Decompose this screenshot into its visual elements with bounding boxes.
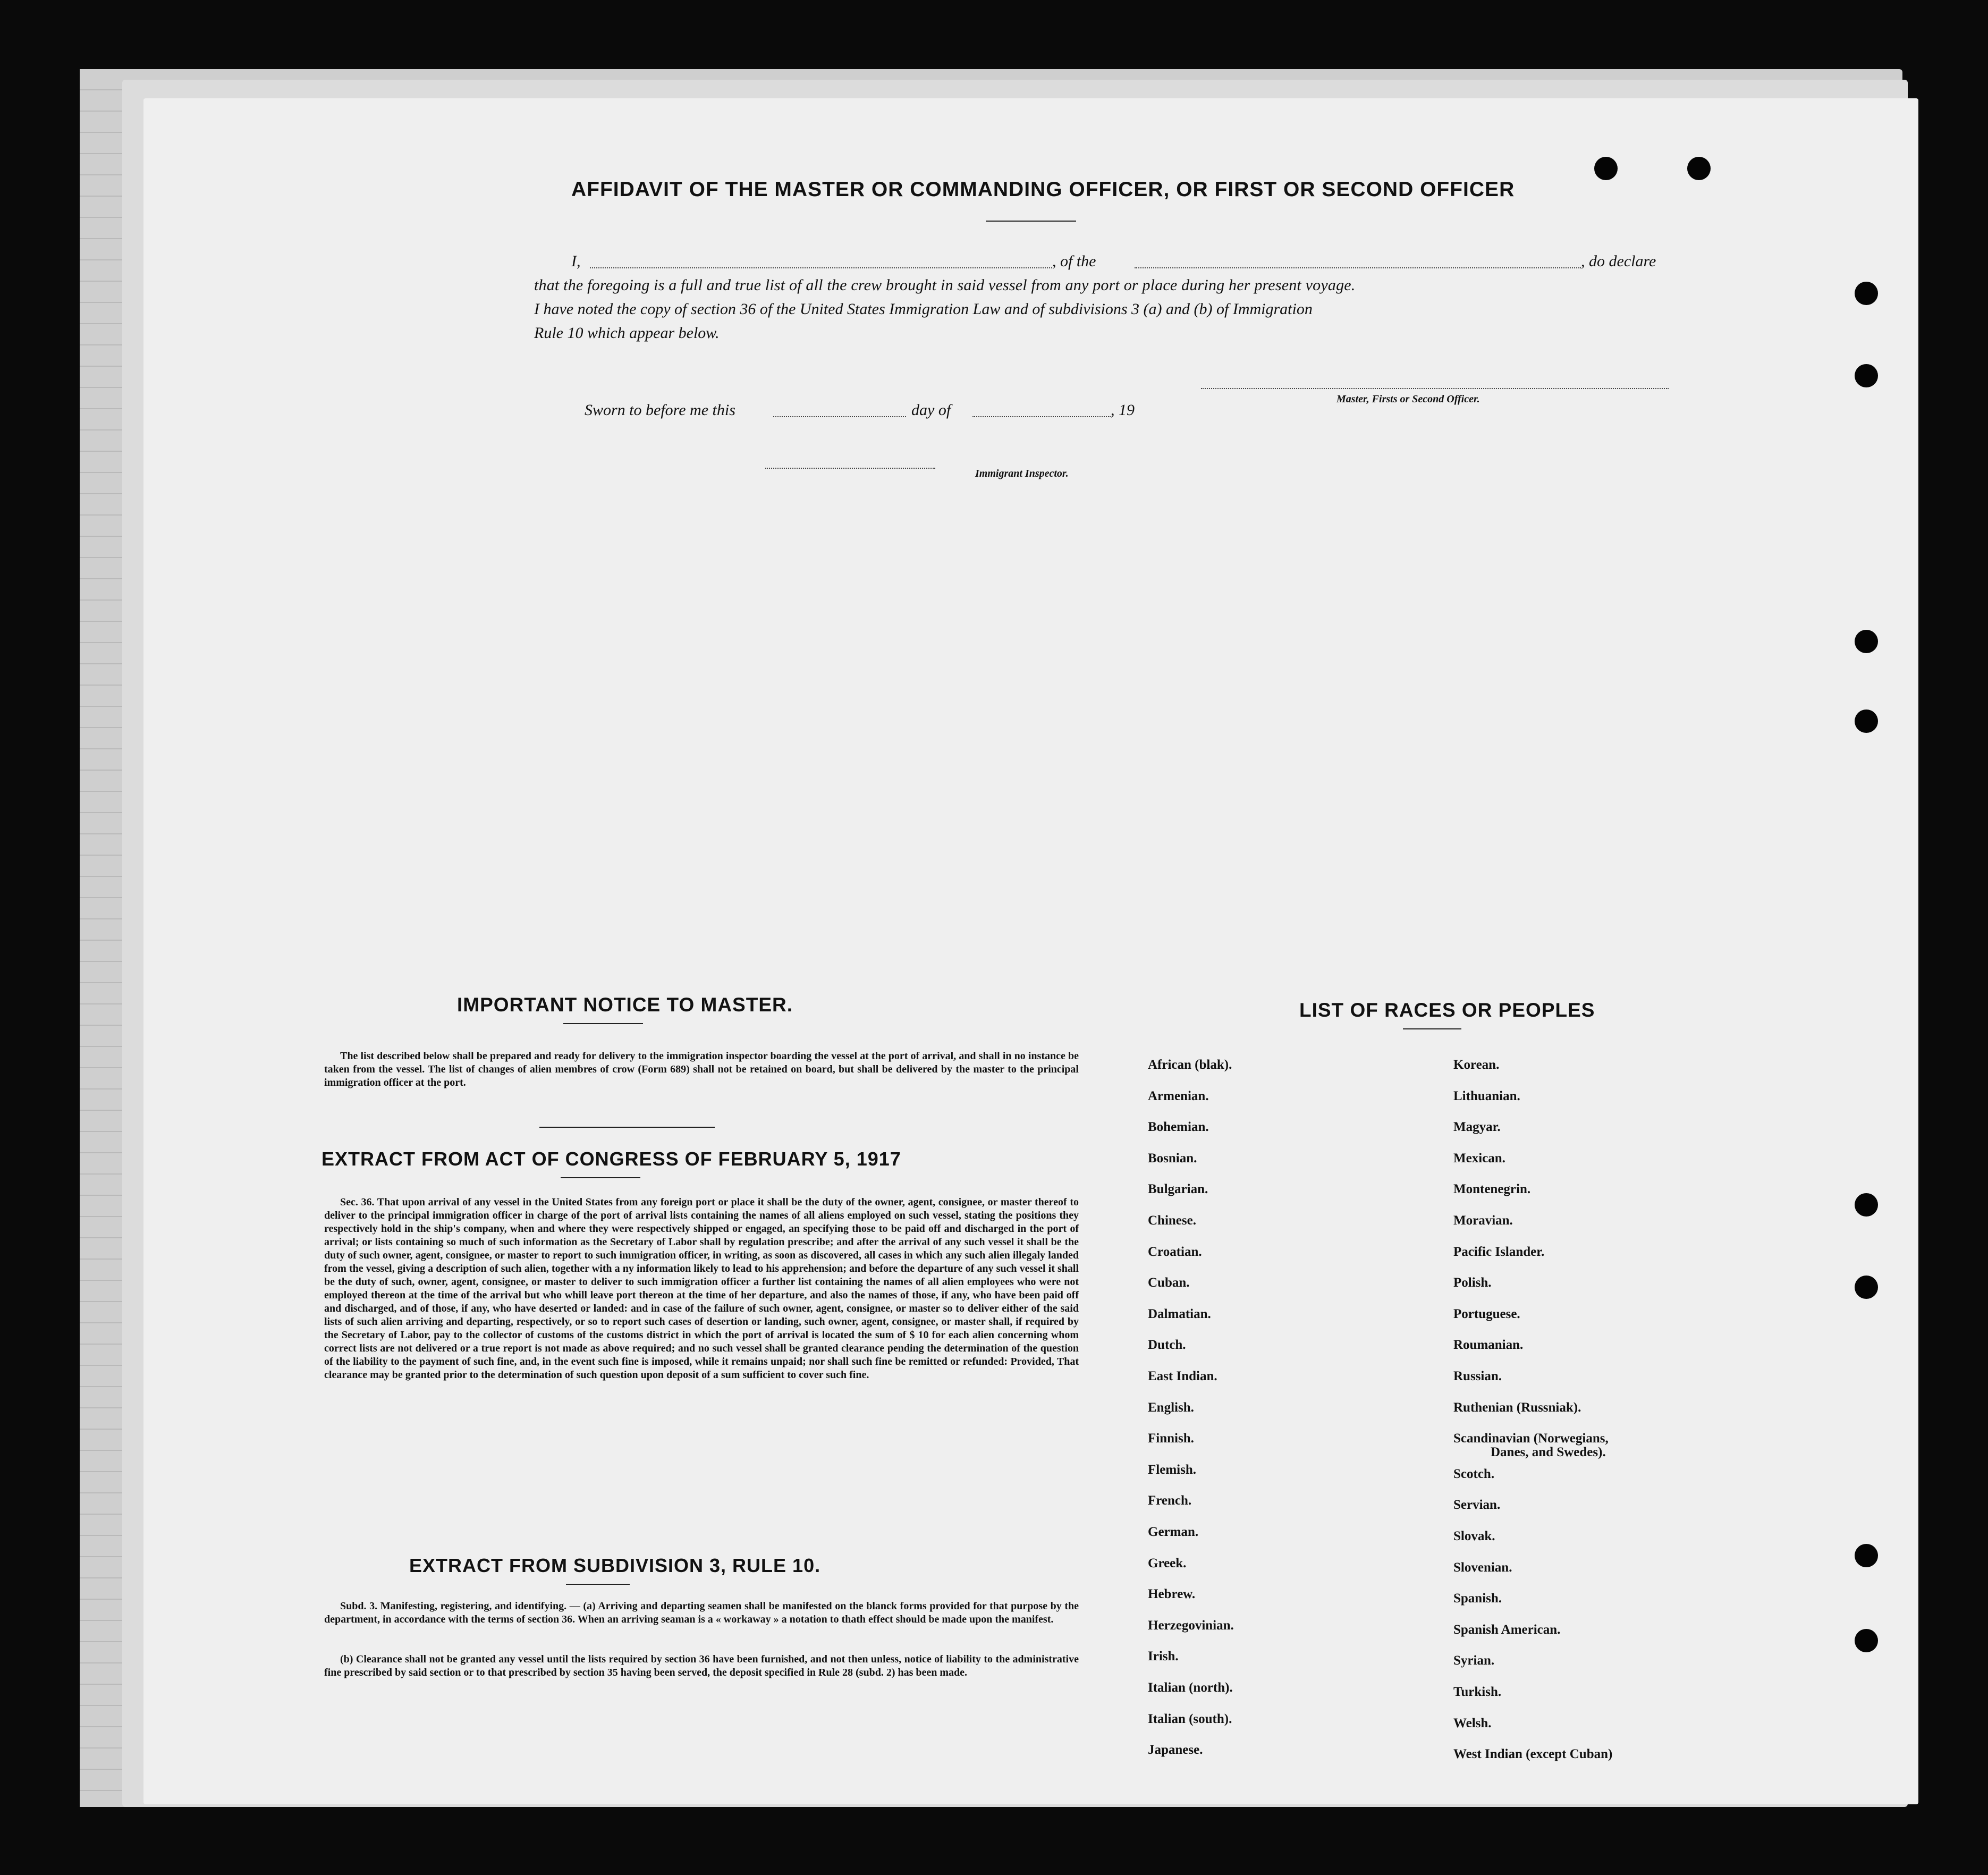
race-item: Lithuanian. bbox=[1453, 1088, 1520, 1103]
race-item: Pacific Islander. bbox=[1453, 1244, 1545, 1259]
extract-rule-title: EXTRACT FROM SUBDIVISION 3, RULE 10. bbox=[409, 1555, 821, 1576]
signature-field[interactable] bbox=[1201, 388, 1669, 389]
punch-hole-icon bbox=[1855, 1276, 1878, 1299]
extract-rule-para-b: (b) Clearance shall not be granted any vessel until the lists required by section 36 have been furnished, and not then unless, notice of liability to the administrative fine prescribed by said section or to that prescribed by section 35 having been served, the deposit specified in Rule 28 (subd. 2) has been made. bbox=[324, 1653, 1079, 1678]
race-item: Moravian. bbox=[1453, 1213, 1513, 1228]
affidavit-line-3: I have noted the copy of section 36 of the United States Immigration Law and of subdivisions 3 (a) and (b) of Immigration bbox=[534, 300, 1313, 318]
punch-hole-icon bbox=[1855, 282, 1878, 305]
race-item: Danes, and Swedes). bbox=[1491, 1445, 1606, 1460]
race-item: Polish. bbox=[1453, 1276, 1492, 1290]
punch-hole-icon bbox=[1855, 1544, 1878, 1567]
extract-rule-para-a: Subd. 3. Manifesting, registering, and identifying. — (a) Arriving and departing seamen shall be manifested on the blanck forms provided for that purpose by the department, in accordance with the terms of section 36. When an arriving seaman is a « workaway » a notation to thath effect should be made upon the manifest. bbox=[324, 1600, 1079, 1625]
notice-rule bbox=[563, 1023, 643, 1024]
day-field[interactable] bbox=[773, 416, 906, 417]
title-rule bbox=[986, 221, 1076, 222]
punch-hole-icon bbox=[1594, 157, 1618, 180]
race-item: Bosnian. bbox=[1148, 1151, 1197, 1165]
inspector-label: Immigrant Inspector. bbox=[975, 468, 1069, 479]
extract-act-rule bbox=[561, 1177, 640, 1178]
race-item: Turkish. bbox=[1453, 1685, 1502, 1699]
race-item: Welsh. bbox=[1453, 1716, 1492, 1730]
race-item: Ruthenian (Russniak). bbox=[1453, 1400, 1581, 1415]
race-item: Scotch. bbox=[1453, 1466, 1495, 1481]
punch-hole-icon bbox=[1855, 630, 1878, 653]
race-item: Chinese. bbox=[1148, 1213, 1196, 1228]
race-item: Croatian. bbox=[1148, 1244, 1202, 1259]
race-item: Montenegrin. bbox=[1453, 1182, 1531, 1197]
punch-hole-icon bbox=[1855, 710, 1878, 733]
affidavit-page bbox=[143, 98, 1918, 1804]
race-item: Scandinavian (Norwegians, bbox=[1453, 1431, 1609, 1446]
sworn-before-label: Sworn to before me this bbox=[585, 401, 735, 419]
notice-text: The list described below shall be prepared and ready for delivery to the immigration inspector boarding the vessel at the port of arrival, and shall in no instance be taken from the vessel. The list of changes of alien membres of crow (Form 689) shall not be retained on board, but shall be delivered by the master to the principal immigration officer at the port. bbox=[324, 1050, 1079, 1088]
race-item: East Indian. bbox=[1148, 1369, 1217, 1383]
race-item: African (blak). bbox=[1148, 1058, 1232, 1072]
race-item: Slovak. bbox=[1453, 1529, 1495, 1543]
section-rule bbox=[539, 1127, 715, 1128]
extract-rule-rule bbox=[566, 1584, 630, 1585]
races-title: LIST OF RACES OR PEOPLES bbox=[1299, 999, 1595, 1021]
race-item: Greek. bbox=[1148, 1556, 1187, 1570]
race-item: Slovenian. bbox=[1453, 1560, 1512, 1575]
punch-hole-icon bbox=[1687, 157, 1711, 180]
race-item: Magyar. bbox=[1453, 1120, 1501, 1135]
inspector-field[interactable] bbox=[765, 468, 935, 469]
race-item: Flemish. bbox=[1148, 1462, 1196, 1477]
race-item: Finnish. bbox=[1148, 1431, 1194, 1446]
race-item: Mexican. bbox=[1453, 1151, 1505, 1165]
race-item: Spanish. bbox=[1453, 1591, 1502, 1606]
name-field[interactable] bbox=[590, 267, 1052, 268]
race-item: Armenian. bbox=[1148, 1088, 1209, 1103]
race-item: Portuguese. bbox=[1453, 1306, 1520, 1321]
extract-act-title: EXTRACT FROM ACT OF CONGRESS OF FEBRUARY 5, 1917 bbox=[322, 1148, 901, 1170]
race-item: Russian. bbox=[1453, 1369, 1502, 1383]
race-item: Italian (north). bbox=[1148, 1680, 1233, 1695]
race-item: Hebrew. bbox=[1148, 1587, 1196, 1602]
race-item: Roumanian. bbox=[1453, 1338, 1524, 1353]
affidavit-title: AFFIDAVIT OF THE MASTER OR COMMANDING OFFICER, OR FIRST OR SECOND OFFICER bbox=[571, 178, 1515, 201]
race-item: English. bbox=[1148, 1400, 1194, 1415]
race-item: Syrian. bbox=[1453, 1653, 1495, 1668]
affidavit-line-4: Rule 10 which appear below. bbox=[534, 324, 720, 342]
affidavit-i: I, bbox=[571, 252, 581, 270]
extract-act-text: Sec. 36. That upon arrival of any vessel in the United States from any foreign port or place it shall be the duty of the owner, agent, consignee, or master thereof to deliver to the principal immigration officer in charge of the port of arrival lists containing the names of all aliens employed on such vessel, stating the positions they respectively hold in the ship's company, when and where they were respectively shipped or engaged, an specifying those to be paid off and discharged in the port of arrival; or lists containing so much of such information as the Secretary of Labor shall by regulation prescribe; and after the arrival of any such vessel it shall be the duty of such owner, agent, consignee, or master to report to such immigration officer, in writing, as soon as discovered, all cases in which any such alien illegaly landed from the vessel, giving a description of such alien, together with a ny information likely to lead to his apprehension; and before the departure of any such vessel it shall be the duty of such, owner, agent, consignee, or master to deliver to such immigration officer a further list containing the names of all alien employees who were not employed thereon at the time of the arrival but who whill leave port thereon at the time of her departure, and also the names of those, if any, who have been paid off and discharged, and of those, if any, who have deserted or landed: and in case of the failure of such owner, agent, consignee, or master so to deliver either of the said lists of such alien arriving and departing, respectively, or so to report such cases of desertion or landing, such owner, agent, consignee, or master shall, if required by the Secretary of Labor, pay to the collector of customs of the customs district in which the port of arrival is located the sum of $ 10 for each alien concerning whom correct lists are not delivered or a true report is not made as above required; and no such vessel shall be granted clearance pending the determination of the question of the liability to the payment of such fine, and, in the event such fine is imposed, while it remains unpaid; nor shall such fine be remitted or refunded: Provided, That clearance may be granted prior to the determination of such question upon deposit of a sum sufficient to cover such fine. bbox=[324, 1196, 1079, 1381]
punch-hole-icon bbox=[1855, 1629, 1878, 1652]
race-item: Bohemian. bbox=[1148, 1120, 1209, 1135]
race-item: Dalmatian. bbox=[1148, 1306, 1211, 1321]
notice-title: IMPORTANT NOTICE TO MASTER. bbox=[457, 994, 793, 1016]
race-item: French. bbox=[1148, 1493, 1192, 1508]
race-item: Spanish American. bbox=[1453, 1622, 1561, 1637]
races-rule bbox=[1403, 1028, 1461, 1029]
race-item: Japanese. bbox=[1148, 1743, 1203, 1758]
year-prefix: , 19 bbox=[1111, 401, 1135, 419]
signature-label: Master, Firsts or Second Officer. bbox=[1336, 393, 1480, 405]
race-item: Cuban. bbox=[1148, 1276, 1190, 1290]
affidavit-line-2: that the foregoing is a full and true list of all the crew brought in said vessel from any port or place during her present voyage. bbox=[534, 276, 1356, 294]
race-item: West Indian (except Cuban) bbox=[1453, 1747, 1613, 1762]
race-item: Servian. bbox=[1453, 1498, 1501, 1513]
punch-hole-icon bbox=[1855, 364, 1878, 387]
race-item: Irish. bbox=[1148, 1649, 1179, 1664]
race-item: Italian (south). bbox=[1148, 1711, 1232, 1726]
race-item: Bulgarian. bbox=[1148, 1182, 1208, 1197]
punch-hole-icon bbox=[1855, 1193, 1878, 1217]
race-item: Dutch. bbox=[1148, 1338, 1186, 1353]
race-item: German. bbox=[1148, 1525, 1199, 1539]
vessel-field[interactable] bbox=[1135, 267, 1581, 268]
race-item: Korean. bbox=[1453, 1058, 1500, 1072]
day-of-label: day of bbox=[911, 401, 951, 419]
affidavit-declare: , do declare bbox=[1581, 252, 1656, 270]
month-field[interactable] bbox=[972, 416, 1111, 417]
race-item: Herzegovinian. bbox=[1148, 1618, 1234, 1633]
affidavit-of-the: , of the bbox=[1052, 252, 1096, 270]
